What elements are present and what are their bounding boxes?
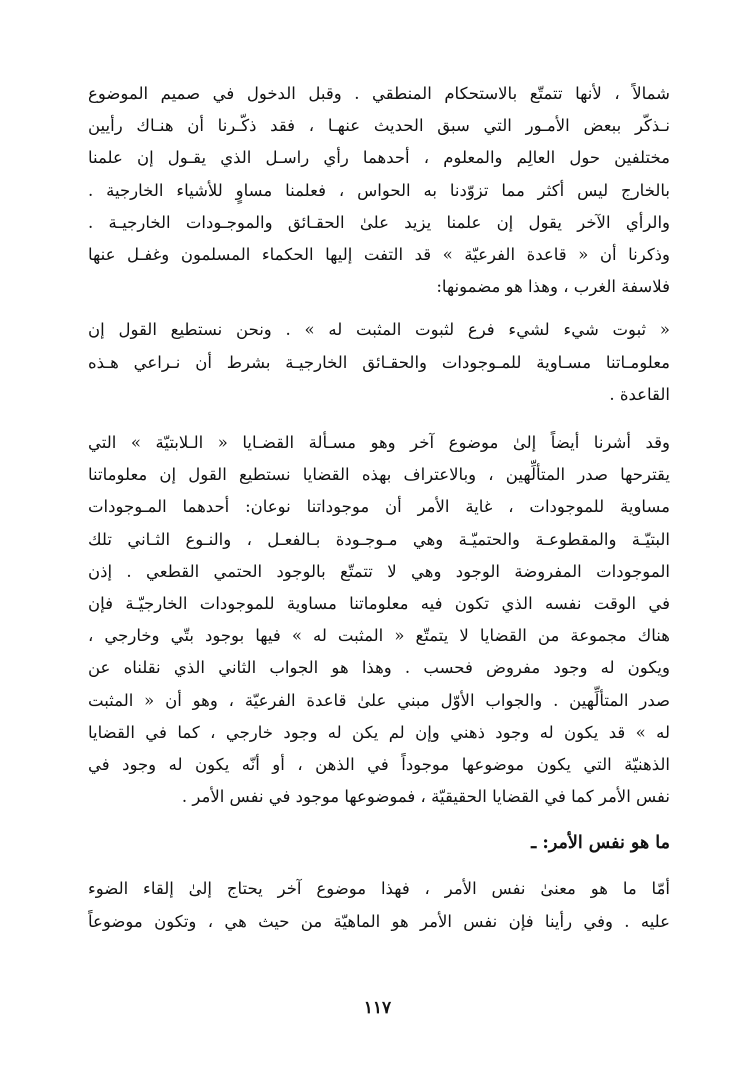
text-line: عليه . وفي رأينا فإن نفس الأمر هو الماهيّة من حيث هي ، وتكون موضوعاً <box>88 911 670 931</box>
paragraph-1 <box>88 78 670 303</box>
text-line: « ثبوت شيء لشيء فرع لثبوت المثبت له » . ونحن نستطيع القول إن <box>88 320 670 340</box>
text-line: والرأي الآخر يقول إن علمنا يزيد علىٰ الحقـائق والموجـودات الخارجيـة . <box>88 212 670 232</box>
text-line: بالخارج ليس أكثر مما تزوّدنا به الحواس ، فعلمنا مساوٍ للأشياء الخارجية . <box>88 180 670 200</box>
text-line: ويكون له وجود مفروض فحسب . وهذا هو الجواب الثاني الذي نقلناه عن <box>88 658 670 678</box>
text-line: نفس الأمر كما في القضايا الحقيقيّة ، فموضوعها موجود في نفس الأمر . <box>181 787 670 807</box>
paragraph-2 <box>88 314 670 411</box>
text-line: معلومـاتنا مسـاوية للمـوجودات والحقـائق الخارجيـة بشرط أن نـراعي هـذه <box>88 352 670 372</box>
text-line: وقد أشرنا أيضاً إلىٰ موضوع آخر وهو مسـألة القضـايا « الـلابتيّة » التي <box>88 433 670 453</box>
text-line: الموجودات المفروضة الوجود وهي لا تتمتّع بالوجود الحتمي القطعي . إذن <box>88 561 670 581</box>
page-body <box>88 78 670 938</box>
text-line: فلاسفة الغرب ، وهذا هو مضمونها: <box>436 277 670 297</box>
text-line: شمالاً ، لأنها تتمتّع بالاستحكام المنطقي . وقبل الدخول في صميم الموضوع <box>88 84 670 103</box>
text-line: البتيّـة والمقطوعـة والحتميّـة وهي مـوجـودة بـالفعـل ، والنـوع الثـاني تلك <box>88 529 670 549</box>
text-line: أمّا ما هو معنىٰ نفس الأمر ، فهذا موضوع آخر يحتاج إلىٰ إلقاء الضوء <box>88 879 670 899</box>
section-heading: ما هو نفس الأمر: ـ <box>531 833 670 854</box>
text-line: القاعدة . <box>609 384 670 404</box>
text-line: صدر المتألِّهين . والجواب الأوّل مبني علىٰ قاعدة الفرعيّة ، وهو أن « المثبت <box>88 690 670 710</box>
text-line: نـذكّر ببعض الأمـور التي سبق الحديث عنهـا ، فقد ذكّـرنا أن هنـاك رأيين <box>88 116 670 136</box>
text-line: مساوية للموجودات ، غاية الأمر أن موجوداتنا نوعان: أحدهما المـوجودات <box>88 497 670 517</box>
text-line: مختلفين حول العالِم والمعلوم ، أحدهما رأي راسـل الذي يقـول إن علمنا <box>88 148 670 168</box>
text-line: الذهنيّة التي يكون موضوعها موجوداً في الذهن ، أو أنّه يكون له وجود في <box>88 755 670 775</box>
page-number: ١١٧ <box>363 998 392 1018</box>
text-line: في الوقت نفسه الذي تكون فيه معلوماتنا مساوية للموجودات الخارجيّـة فإن <box>88 594 670 614</box>
text-line: وذكرنا أن « قاعدة الفرعيّة » قد التفت إليها الحكماء المسلمون وغفـل عنها <box>88 245 670 265</box>
paragraph-4 <box>88 873 670 937</box>
text-line: له » قد يكون له وجود ذهني وإن لم يكن له وجود خارجي ، كما في القضايا <box>88 722 670 742</box>
text-line: هناك مجموعة من القضايا لا يتمتّع « المثبت له » فيها بوجود بتّي وخارجي ، <box>88 626 670 646</box>
text-line: يقترحها صدر المتألِّهين ، وبالاعتراف بهذه القضايا نستطيع القول إن معلوماتنا <box>88 465 670 485</box>
paragraph-3 <box>88 427 670 813</box>
